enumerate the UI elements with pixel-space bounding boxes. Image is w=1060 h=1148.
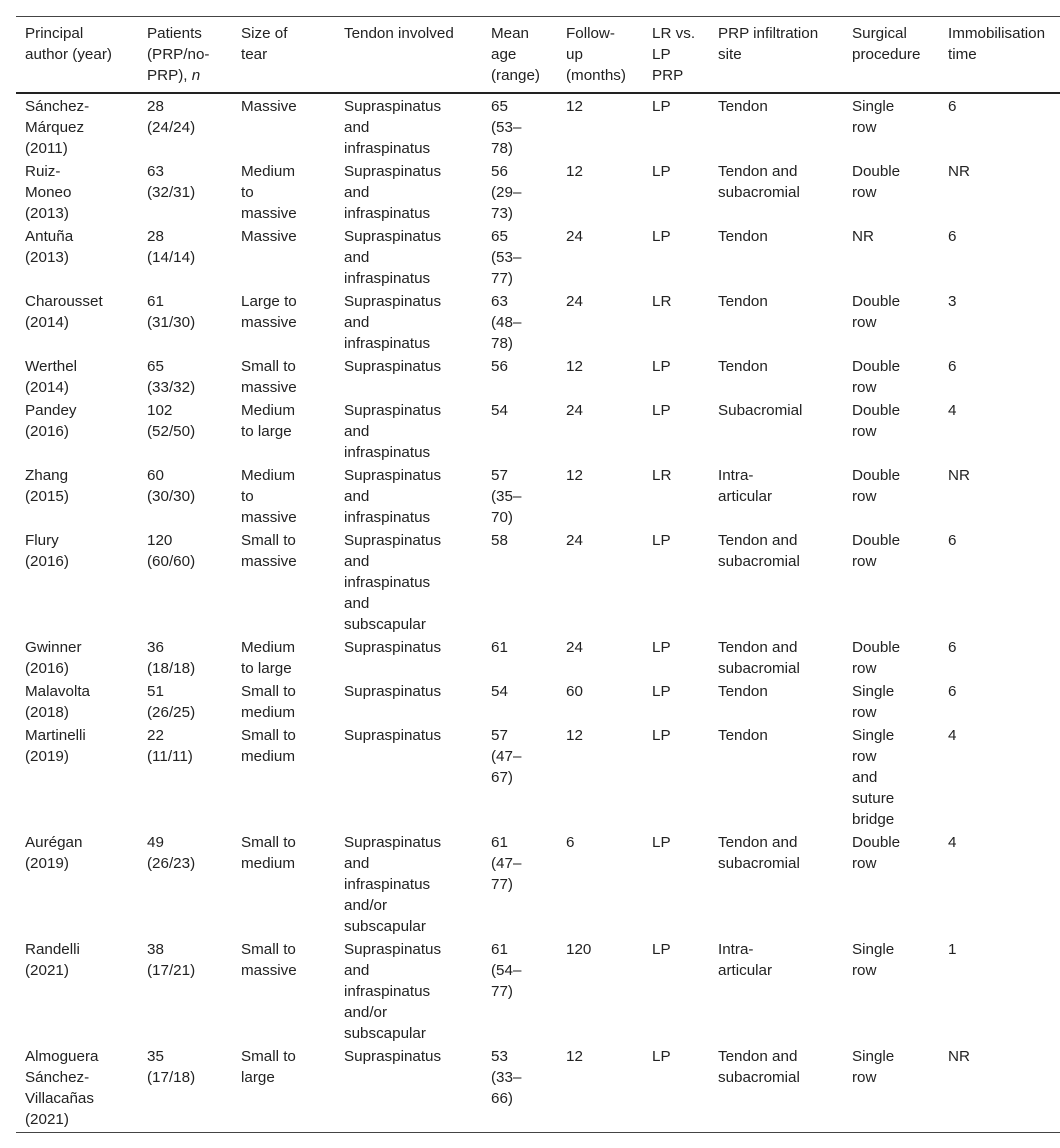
- cell-patients: 51 (26/25): [147, 683, 196, 721]
- table-container: [16, 16, 1060, 1133]
- header-patients: [138, 17, 232, 94]
- cell-immob: 4: [948, 727, 957, 744]
- cell-site: Intra- articular: [718, 941, 773, 979]
- cell-immob: 4: [948, 834, 957, 851]
- cell-age: 56 (29– 73): [491, 163, 522, 222]
- cell-surgery: Single row: [852, 941, 895, 979]
- cell-lr: LR: [652, 467, 672, 484]
- header-follow-up: Follow- up (months): [566, 25, 626, 84]
- cell-immob: 6: [948, 683, 957, 700]
- cell-age: 54: [491, 402, 508, 419]
- cell-author: Pandey (2016): [25, 402, 77, 440]
- header-patients-n: n: [191, 67, 201, 84]
- cell-author: Randelli (2021): [25, 941, 80, 979]
- cell-tear: Small to massive: [241, 532, 297, 570]
- cell-tear: Small to large: [241, 1048, 296, 1086]
- cell-followup: 6: [566, 834, 575, 851]
- cell-age: 57 (35– 70): [491, 467, 522, 526]
- cell-followup: 12: [566, 727, 583, 744]
- header-tendon: Tendon involved: [344, 25, 454, 42]
- cell-followup: 12: [566, 1048, 583, 1065]
- cell-tear: Small to medium: [241, 727, 296, 765]
- cell-lr: LP: [652, 532, 671, 549]
- table-row: [16, 680, 1060, 724]
- cell-patients: 60 (30/30): [147, 467, 196, 505]
- cell-age: 61 (47– 77): [491, 834, 522, 893]
- cell-age: 54: [491, 683, 508, 700]
- cell-tear: Large to massive: [241, 293, 297, 331]
- cell-tendon: Supraspinatus: [344, 683, 442, 700]
- table-row: [16, 290, 1060, 355]
- cell-surgery: NR: [852, 228, 874, 245]
- cell-age: 53 (33– 66): [491, 1048, 522, 1107]
- cell-tear: Massive: [241, 228, 297, 245]
- cell-tendon: Supraspinatus and infraspinatus and/or subscapular: [344, 834, 442, 935]
- cell-followup: 24: [566, 532, 583, 549]
- cell-followup: 24: [566, 293, 583, 310]
- table-row: [16, 724, 1060, 831]
- cell-surgery: Single row and suture bridge: [852, 727, 895, 828]
- cell-followup: 12: [566, 467, 583, 484]
- cell-site: Tendon: [718, 293, 768, 310]
- table-row: [16, 93, 1060, 160]
- cell-patients: 65 (33/32): [147, 358, 196, 396]
- cell-immob: 6: [948, 358, 957, 375]
- cell-tear: Small to massive: [241, 941, 297, 979]
- cell-followup: 60: [566, 683, 583, 700]
- cell-age: 65 (53– 77): [491, 228, 522, 287]
- cell-tear: Medium to large: [241, 402, 296, 440]
- cell-age: 63 (48– 78): [491, 293, 522, 352]
- table-row: [16, 160, 1060, 225]
- table-row: [16, 225, 1060, 290]
- cell-lr: LP: [652, 98, 671, 115]
- cell-age: 65 (53– 78): [491, 98, 522, 157]
- cell-tendon: Supraspinatus and infraspinatus: [344, 467, 442, 526]
- cell-immob: 3: [948, 293, 957, 310]
- cell-surgery: Double row: [852, 163, 901, 201]
- cell-lr: LP: [652, 639, 671, 656]
- cell-patients: 61 (31/30): [147, 293, 196, 331]
- cell-age: 58: [491, 532, 508, 549]
- header-mean-age: Mean age (range): [491, 25, 540, 84]
- header-tear-size: Size of tear: [241, 25, 288, 63]
- cell-site: Tendon: [718, 228, 768, 245]
- cell-immob: NR: [948, 1048, 970, 1065]
- cell-surgery: Double row: [852, 467, 901, 505]
- cell-followup: 12: [566, 98, 583, 115]
- cell-site: Tendon and subacromial: [718, 532, 800, 570]
- table-row: [16, 399, 1060, 464]
- cell-patients: 49 (26/23): [147, 834, 196, 872]
- cell-tendon: Supraspinatus and infraspinatus: [344, 293, 442, 352]
- table-row: [16, 529, 1060, 636]
- cell-lr: LP: [652, 228, 671, 245]
- cell-immob: 6: [948, 98, 957, 115]
- cell-author: Aurégan (2019): [25, 834, 83, 872]
- cell-surgery: Double row: [852, 532, 901, 570]
- cell-followup: 12: [566, 358, 583, 375]
- cell-surgery: Double row: [852, 639, 901, 677]
- cell-tear: Medium to massive: [241, 467, 297, 526]
- cell-site: Intra- articular: [718, 467, 773, 505]
- cell-author: Flury (2016): [25, 532, 69, 570]
- table-body: [16, 93, 1060, 1133]
- cell-patients: 22 (11/11): [147, 727, 193, 765]
- cell-author: Werthel (2014): [25, 358, 78, 396]
- cell-lr: LP: [652, 727, 671, 744]
- cell-site: Tendon: [718, 358, 768, 375]
- cell-tear: Medium to large: [241, 639, 296, 677]
- cell-tear: Medium to massive: [241, 163, 297, 222]
- cell-author: Antuña (2013): [25, 228, 74, 266]
- cell-followup: 24: [566, 639, 583, 656]
- cell-patients: 120 (60/60): [147, 532, 196, 570]
- header-row: [16, 17, 1060, 94]
- cell-lr: LR: [652, 293, 672, 310]
- header-patients-text: Patients (PRP/no- PRP),: [147, 25, 210, 84]
- cell-lr: LP: [652, 683, 671, 700]
- table-row: [16, 1045, 1060, 1133]
- cell-age: 61 (54– 77): [491, 941, 522, 1000]
- cell-immob: NR: [948, 467, 970, 484]
- cell-patients: 102 (52/50): [147, 402, 196, 440]
- cell-immob: 4: [948, 402, 957, 419]
- header-author: Principal author (year): [25, 25, 112, 63]
- cell-tendon: Supraspinatus and infraspinatus: [344, 163, 442, 222]
- cell-age: 56: [491, 358, 508, 375]
- cell-tendon: Supraspinatus and infraspinatus: [344, 402, 442, 461]
- cell-surgery: Double row: [852, 358, 901, 396]
- cell-surgery: Single row: [852, 98, 895, 136]
- header-immobilisation: Immobilisation time: [948, 25, 1046, 63]
- cell-immob: NR: [948, 163, 970, 180]
- cell-surgery: Single row: [852, 1048, 895, 1086]
- cell-followup: 120: [566, 941, 592, 958]
- cell-site: Subacromial: [718, 402, 803, 419]
- cell-author: Almoguera Sánchez- Villacañas (2021): [25, 1048, 99, 1128]
- cell-site: Tendon and subacromial: [718, 1048, 800, 1086]
- cell-site: Tendon: [718, 98, 768, 115]
- cell-lr: LP: [652, 358, 671, 375]
- header-lr-lp: LR vs. LP PRP: [652, 25, 696, 84]
- cell-tear: Small to massive: [241, 358, 297, 396]
- cell-tendon: Supraspinatus and infraspinatus and/or subscapular: [344, 941, 442, 1042]
- cell-patients: 28 (14/14): [147, 228, 196, 266]
- cell-immob: 6: [948, 532, 957, 549]
- cell-followup: 24: [566, 228, 583, 245]
- cell-immob: 6: [948, 228, 957, 245]
- cell-author: Zhang (2015): [25, 467, 69, 505]
- cell-site: Tendon and subacromial: [718, 834, 800, 872]
- cell-site: Tendon: [718, 727, 768, 744]
- cell-site: Tendon: [718, 683, 768, 700]
- cell-author: Martinelli (2019): [25, 727, 86, 765]
- cell-tendon: Supraspinatus: [344, 358, 442, 375]
- cell-tendon: Supraspinatus and infraspinatus and subscapular: [344, 532, 442, 633]
- cell-tear: Small to medium: [241, 834, 296, 872]
- header-surgical-procedure: Surgical procedure: [852, 25, 921, 63]
- cell-patients: 36 (18/18): [147, 639, 196, 677]
- cell-followup: 24: [566, 402, 583, 419]
- table-row: [16, 831, 1060, 938]
- cell-followup: 12: [566, 163, 583, 180]
- cell-immob: 1: [948, 941, 957, 958]
- cell-author: Malavolta (2018): [25, 683, 90, 721]
- cell-patients: 35 (17/18): [147, 1048, 196, 1086]
- table-row: [16, 355, 1060, 399]
- cell-surgery: Double row: [852, 293, 901, 331]
- cell-patients: 38 (17/21): [147, 941, 196, 979]
- cell-lr: LP: [652, 941, 671, 958]
- cell-author: Gwinner (2016): [25, 639, 82, 677]
- cell-surgery: Double row: [852, 402, 901, 440]
- cell-author: Ruiz- Moneo (2013): [25, 163, 72, 222]
- cell-lr: LP: [652, 163, 671, 180]
- cell-tendon: Supraspinatus: [344, 727, 442, 744]
- table-row: [16, 636, 1060, 680]
- cell-lr: LP: [652, 834, 671, 851]
- cell-surgery: Single row: [852, 683, 895, 721]
- cell-tear: Small to medium: [241, 683, 296, 721]
- cell-site: Tendon and subacromial: [718, 639, 800, 677]
- cell-age: 57 (47– 67): [491, 727, 522, 786]
- cell-lr: LP: [652, 1048, 671, 1065]
- cell-author: Sánchez- Márquez (2011): [25, 98, 90, 157]
- cell-patients: 28 (24/24): [147, 98, 196, 136]
- cell-tendon: Supraspinatus: [344, 1048, 442, 1065]
- cell-tendon: Supraspinatus: [344, 639, 442, 656]
- cell-patients: 63 (32/31): [147, 163, 196, 201]
- cell-tear: Massive: [241, 98, 297, 115]
- cell-immob: 6: [948, 639, 957, 656]
- table-row: [16, 464, 1060, 529]
- header-prp-site: PRP infiltration site: [718, 25, 819, 63]
- cell-author: Charousset (2014): [25, 293, 103, 331]
- cell-tendon: Supraspinatus and infraspinatus: [344, 228, 442, 287]
- cell-tendon: Supraspinatus and infraspinatus: [344, 98, 442, 157]
- table-row: [16, 938, 1060, 1045]
- cell-surgery: Double row: [852, 834, 901, 872]
- cell-site: Tendon and subacromial: [718, 163, 800, 201]
- cell-age: 61: [491, 639, 508, 656]
- cell-lr: LP: [652, 402, 671, 419]
- studies-table: [16, 16, 1060, 1133]
